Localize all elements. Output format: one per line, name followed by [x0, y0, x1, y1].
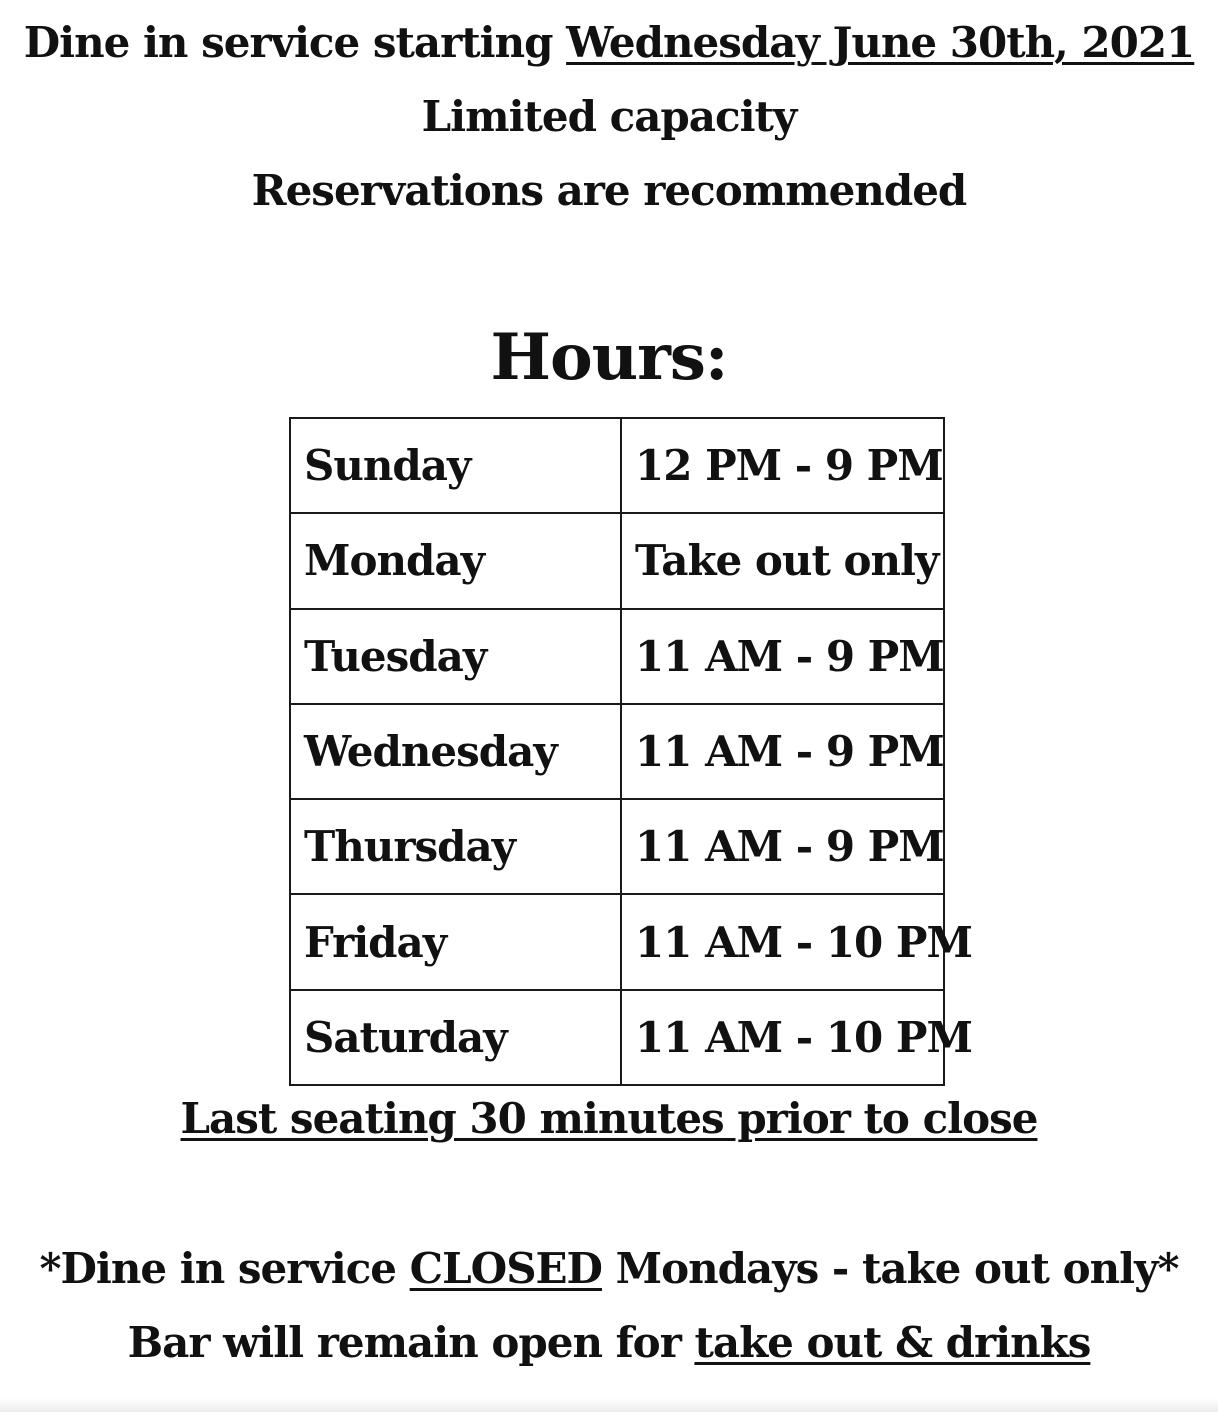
dine-in-start-notice	[0, 18, 1218, 67]
day-cell: Thursday	[290, 799, 621, 894]
hours-table	[289, 417, 972, 1086]
bar-open-notice	[0, 1318, 1218, 1367]
reservations-notice: Reservations are recommended	[251, 166, 967, 215]
day-cell: Wednesday	[290, 704, 621, 799]
day-cell: Saturday	[290, 990, 621, 1085]
table-row	[290, 513, 944, 608]
time-cell: 11 AM - 10 PM	[621, 894, 944, 989]
time-cell: 12 PM - 9 PM	[621, 418, 944, 513]
table-row	[290, 894, 944, 989]
time-cell: Take out only	[621, 513, 944, 608]
table-row	[290, 418, 944, 513]
last-seating-notice	[0, 1094, 1218, 1143]
limited-capacity-notice: Limited capacity	[421, 92, 797, 141]
time-cell: 11 AM - 10 PM	[621, 990, 944, 1085]
table-row	[290, 704, 944, 799]
bar-open-prefix: Bar will remain open for	[127, 1318, 695, 1367]
time-cell: 11 AM - 9 PM	[621, 799, 944, 894]
table-row	[290, 609, 944, 704]
last-seating-text: Last seating 30 minutes prior to close	[180, 1094, 1038, 1143]
monday-closed-notice	[0, 1244, 1218, 1293]
day-cell: Sunday	[290, 418, 621, 513]
time-cell: 11 AM - 9 PM	[621, 704, 944, 799]
closed-word: CLOSED	[409, 1244, 602, 1293]
monday-closed-suffix: Mondays - take out only*	[601, 1244, 1179, 1293]
bottom-edge-shade	[0, 1398, 1218, 1412]
monday-closed-prefix: *Dine in service	[39, 1244, 410, 1293]
dine-in-start-prefix: Dine in service starting	[23, 18, 567, 67]
day-cell: Friday	[290, 894, 621, 989]
time-cell: 11 AM - 9 PM	[621, 609, 944, 704]
take-out-drinks-text: take out & drinks	[694, 1318, 1091, 1367]
table-row	[290, 799, 944, 894]
day-cell: Tuesday	[290, 609, 621, 704]
table-row	[290, 990, 944, 1085]
dine-in-start-date: Wednesday June 30th, 2021	[566, 18, 1195, 67]
day-cell: Monday	[290, 513, 621, 608]
hours-title: Hours:	[490, 320, 728, 395]
